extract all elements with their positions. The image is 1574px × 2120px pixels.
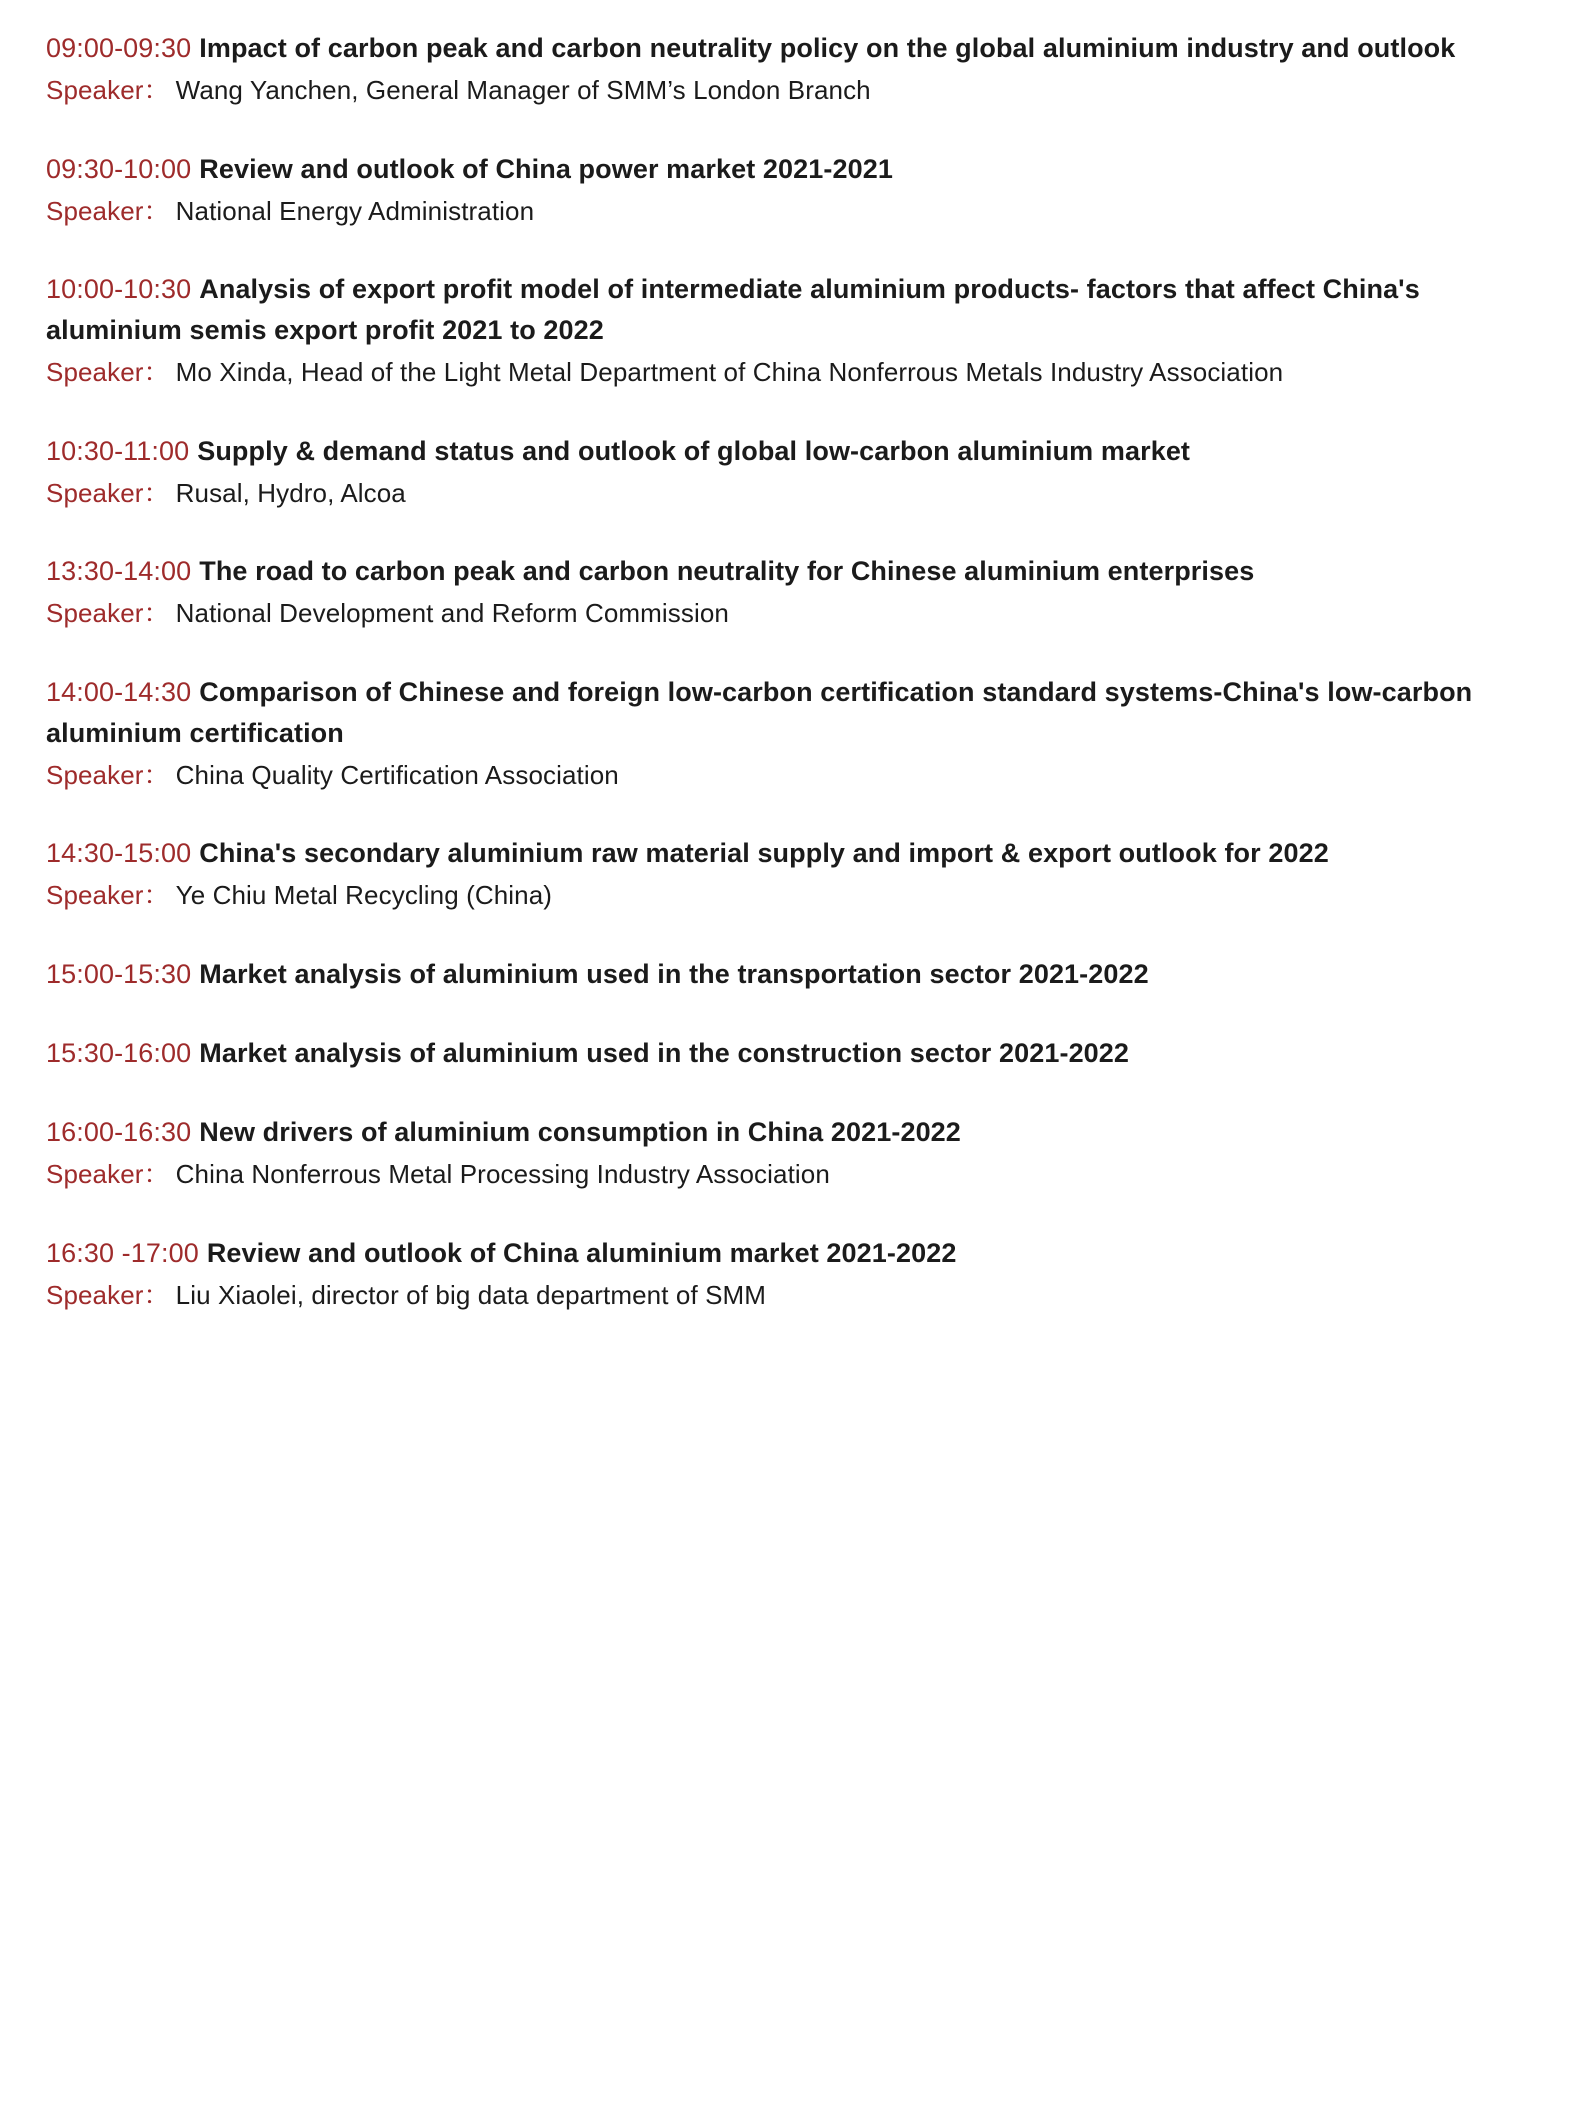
agenda-session — [46, 551, 1514, 634]
session-title: Comparison of Chinese and foreign low-carbon certification standard systems-China's low-carbon aluminium certification — [46, 676, 1473, 748]
session-title: Analysis of export profit model of intermediate aluminium products- factors that affect China's aluminium semis export profit 2021 to 2022 — [46, 274, 1420, 346]
session-time: 16:00-16:30 — [46, 1116, 192, 1147]
agenda-session — [46, 954, 1514, 995]
session-speaker-line — [46, 71, 1514, 111]
agenda-session — [46, 1233, 1514, 1316]
session-time: 10:00-10:30 — [46, 274, 192, 305]
speaker-label: Speaker： — [46, 1279, 170, 1310]
session-title-line — [46, 1233, 1514, 1274]
session-title-line — [46, 431, 1514, 472]
session-speaker-line — [46, 876, 1514, 916]
session-time: 14:00-14:30 — [46, 676, 192, 707]
session-speaker-line — [46, 192, 1514, 232]
session-title: The road to carbon peak and carbon neutrality for Chinese aluminium enterprises — [199, 556, 1255, 587]
session-time: 15:30-16:00 — [46, 1037, 192, 1068]
session-title: Impact of carbon peak and carbon neutrality policy on the global aluminium industry and outlook — [199, 33, 1456, 63]
session-title: Supply & demand status and outlook of global low-carbon aluminium market — [197, 435, 1191, 466]
session-time: 09:30-10:00 — [46, 153, 192, 184]
session-title: Market analysis of aluminium used in the transportation sector 2021-2022 — [199, 958, 1149, 989]
session-title-line — [46, 28, 1514, 69]
session-title: Review and outlook of China aluminium market 2021-2022 — [206, 1237, 957, 1268]
speaker-label: Speaker： — [46, 75, 170, 106]
agenda-session — [46, 1033, 1514, 1074]
session-title-line — [46, 833, 1514, 874]
speaker-label: Speaker： — [46, 357, 170, 388]
speaker-name: Rusal, Hydro, Alcoa — [175, 477, 406, 508]
session-time: 14:30-15:00 — [46, 838, 192, 869]
session-title: Market analysis of aluminium used in the construction sector 2021-2022 — [199, 1037, 1130, 1068]
session-speaker-line — [46, 1155, 1514, 1195]
session-time: 15:00-15:30 — [46, 958, 192, 989]
speaker-name: National Development and Reform Commission — [175, 598, 729, 629]
session-speaker-line — [46, 594, 1514, 634]
session-title-line — [46, 1112, 1514, 1153]
session-speaker-line — [46, 756, 1514, 796]
agenda-session — [46, 1112, 1514, 1195]
speaker-label: Speaker： — [46, 195, 170, 226]
session-speaker-line — [46, 353, 1514, 393]
speaker-name: Liu Xiaolei, director of big data department of SMM — [175, 1279, 767, 1310]
session-title-line — [46, 954, 1514, 995]
speaker-name: Ye Chiu Metal Recycling (China) — [175, 880, 553, 911]
session-speaker-line — [46, 1276, 1514, 1316]
session-time: 10:30-11:00 — [46, 435, 190, 466]
session-title-line — [46, 269, 1514, 351]
session-title-line — [46, 149, 1514, 190]
agenda-session — [46, 149, 1514, 232]
speaker-label: Speaker： — [46, 759, 170, 790]
speaker-label: Speaker： — [46, 880, 170, 911]
speaker-name: Wang Yanchen, General Manager of SMM’s London Branch — [175, 75, 871, 106]
speaker-name: Mo Xinda, Head of the Light Metal Department of China Nonferrous Metals Industry Association — [175, 357, 1284, 388]
session-title: New drivers of aluminium consumption in China 2021-2022 — [199, 1116, 961, 1147]
session-title-line — [46, 1033, 1514, 1074]
speaker-name: China Nonferrous Metal Processing Industry Association — [175, 1158, 830, 1189]
agenda-session — [46, 28, 1514, 111]
session-title-line — [46, 551, 1514, 592]
speaker-name: China Quality Certification Association — [175, 759, 619, 790]
speaker-label: Speaker： — [46, 1158, 170, 1189]
agenda-session — [46, 269, 1514, 393]
session-time: 16:30 -17:00 — [46, 1237, 199, 1268]
session-title: China's secondary aluminium raw material supply and import & export outlook for 2022 — [199, 838, 1329, 869]
agenda-session-list — [46, 28, 1514, 1315]
session-time: 09:00-09:30 — [46, 33, 192, 63]
speaker-label: Speaker： — [46, 598, 170, 629]
agenda-session — [46, 833, 1514, 916]
speaker-name: National Energy Administration — [175, 195, 535, 226]
session-title-line — [46, 672, 1514, 754]
session-title: Review and outlook of China power market 2021-2021 — [199, 153, 893, 184]
agenda-session — [46, 672, 1514, 796]
agenda-session — [46, 431, 1514, 514]
speaker-label: Speaker： — [46, 477, 170, 508]
session-time: 13:30-14:00 — [46, 556, 192, 587]
session-speaker-line — [46, 474, 1514, 514]
